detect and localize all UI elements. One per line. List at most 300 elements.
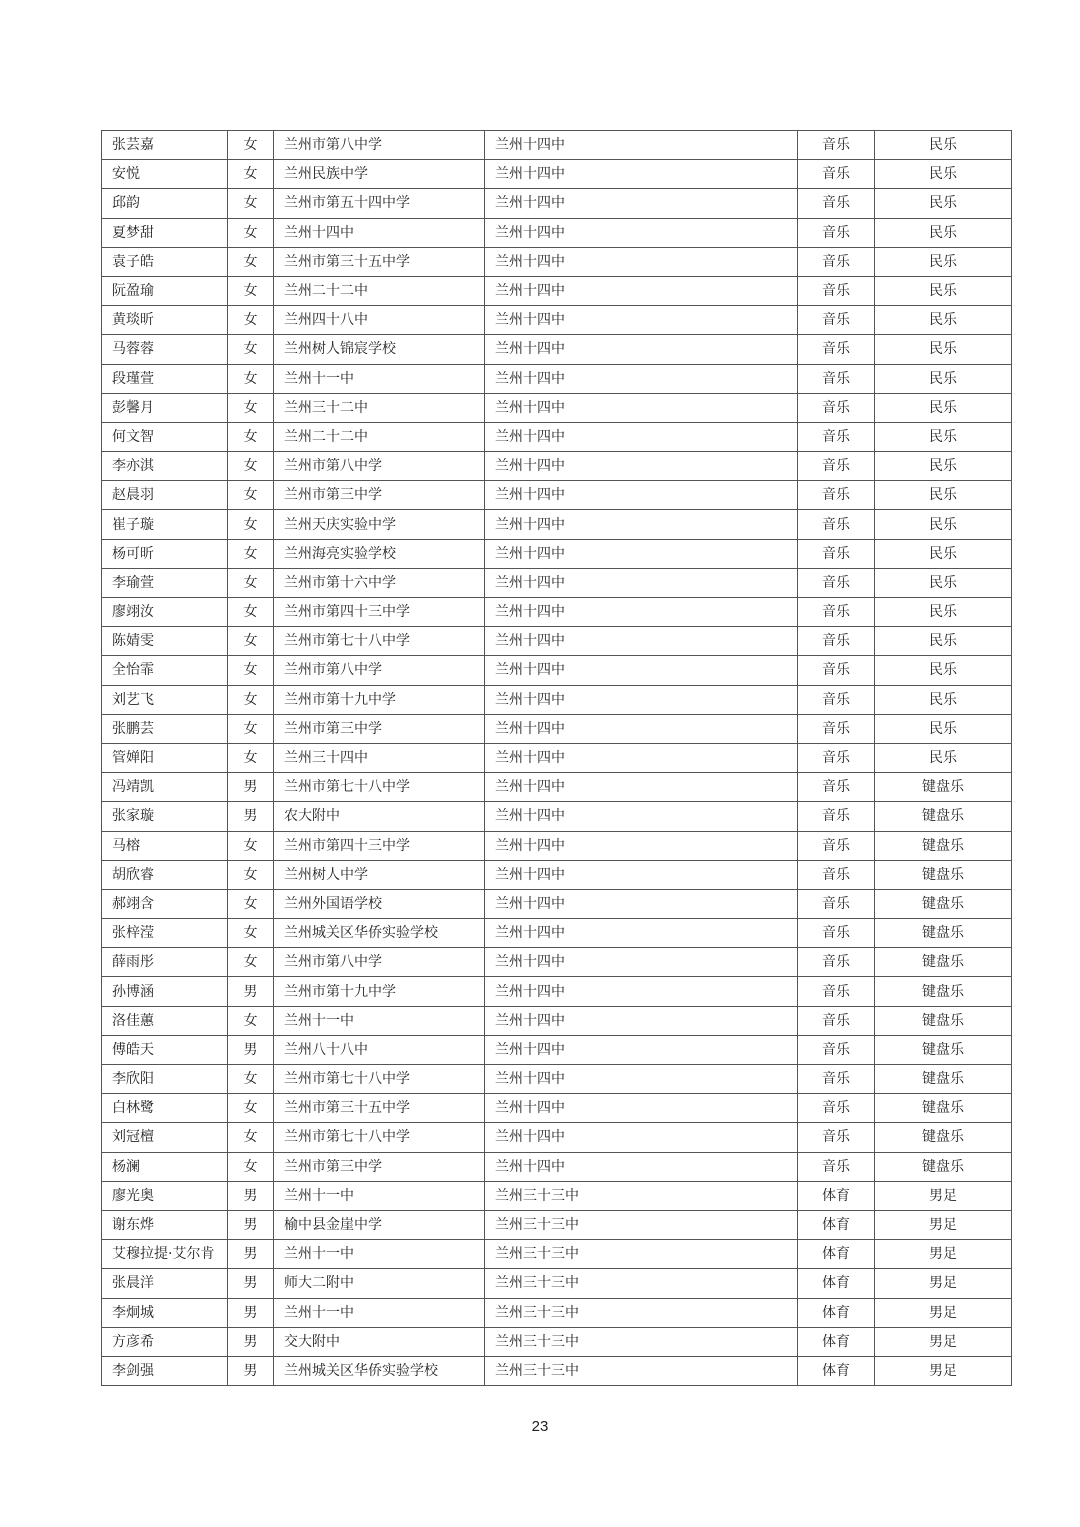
specialty-cell: 男足 <box>875 1327 1012 1356</box>
gender-cell: 女 <box>228 919 274 948</box>
gender-cell: 女 <box>228 481 274 510</box>
name-cell: 廖翊汝 <box>102 598 228 627</box>
specialty-cell: 键盘乐 <box>875 802 1012 831</box>
gender-cell: 女 <box>228 685 274 714</box>
name-cell: 李亦淇 <box>102 452 228 481</box>
subject-cell: 音乐 <box>798 977 875 1006</box>
gender-cell: 男 <box>228 1327 274 1356</box>
subject-cell: 音乐 <box>798 802 875 831</box>
origin-school-cell: 兰州民族中学 <box>274 160 485 189</box>
specialty-cell: 男足 <box>875 1269 1012 1298</box>
table-row <box>102 598 1012 627</box>
target-school-cell: 兰州十四中 <box>485 977 798 1006</box>
table-row <box>102 335 1012 364</box>
gender-cell: 女 <box>228 1152 274 1181</box>
gender-cell: 女 <box>228 510 274 539</box>
table-row <box>102 656 1012 685</box>
name-cell: 陈婧雯 <box>102 627 228 656</box>
name-cell: 马蓉蓉 <box>102 335 228 364</box>
target-school-cell: 兰州十四中 <box>485 685 798 714</box>
origin-school-cell: 兰州市第十九中学 <box>274 977 485 1006</box>
specialty-cell: 键盘乐 <box>875 773 1012 802</box>
target-school-cell: 兰州三十三中 <box>485 1210 798 1239</box>
name-cell: 彭馨月 <box>102 393 228 422</box>
gender-cell: 女 <box>228 393 274 422</box>
origin-school-cell: 兰州市第十九中学 <box>274 685 485 714</box>
gender-cell: 女 <box>228 539 274 568</box>
target-school-cell: 兰州十四中 <box>485 422 798 451</box>
specialty-cell: 民乐 <box>875 189 1012 218</box>
specialty-cell: 键盘乐 <box>875 1006 1012 1035</box>
origin-school-cell: 兰州二十二中 <box>274 276 485 305</box>
target-school-cell: 兰州十四中 <box>485 831 798 860</box>
table-row <box>102 510 1012 539</box>
gender-cell: 女 <box>228 831 274 860</box>
target-school-cell: 兰州十四中 <box>485 306 798 335</box>
gender-cell: 男 <box>228 1298 274 1327</box>
target-school-cell: 兰州十四中 <box>485 452 798 481</box>
table-row <box>102 422 1012 451</box>
gender-cell: 女 <box>228 627 274 656</box>
subject-cell: 音乐 <box>798 1006 875 1035</box>
target-school-cell: 兰州十四中 <box>485 218 798 247</box>
table-row <box>102 889 1012 918</box>
name-cell: 马榕 <box>102 831 228 860</box>
name-cell: 李欣阳 <box>102 1065 228 1094</box>
subject-cell: 音乐 <box>798 422 875 451</box>
target-school-cell: 兰州十四中 <box>485 1123 798 1152</box>
table-row <box>102 247 1012 276</box>
subject-cell: 体育 <box>798 1327 875 1356</box>
specialty-cell: 民乐 <box>875 452 1012 481</box>
gender-cell: 男 <box>228 1210 274 1239</box>
table-row <box>102 218 1012 247</box>
subject-cell: 音乐 <box>798 831 875 860</box>
origin-school-cell: 兰州二十二中 <box>274 422 485 451</box>
name-cell: 谢东烨 <box>102 1210 228 1239</box>
target-school-cell: 兰州十四中 <box>485 1094 798 1123</box>
name-cell: 邱韵 <box>102 189 228 218</box>
specialty-cell: 男足 <box>875 1240 1012 1269</box>
specialty-cell: 民乐 <box>875 247 1012 276</box>
origin-school-cell: 兰州市第三十五中学 <box>274 247 485 276</box>
target-school-cell: 兰州十四中 <box>485 889 798 918</box>
gender-cell: 女 <box>228 131 274 160</box>
subject-cell: 音乐 <box>798 160 875 189</box>
name-cell: 廖光奥 <box>102 1181 228 1210</box>
gender-cell: 女 <box>228 452 274 481</box>
subject-cell: 音乐 <box>798 1152 875 1181</box>
table-row <box>102 1269 1012 1298</box>
subject-cell: 音乐 <box>798 773 875 802</box>
origin-school-cell: 农大附中 <box>274 802 485 831</box>
subject-cell: 音乐 <box>798 1123 875 1152</box>
subject-cell: 音乐 <box>798 364 875 393</box>
table-row <box>102 802 1012 831</box>
name-cell: 李炯城 <box>102 1298 228 1327</box>
table-row <box>102 860 1012 889</box>
origin-school-cell: 兰州市第四十三中学 <box>274 598 485 627</box>
gender-cell: 女 <box>228 1094 274 1123</box>
subject-cell: 音乐 <box>798 510 875 539</box>
gender-cell: 女 <box>228 306 274 335</box>
origin-school-cell: 兰州树人锦宸学校 <box>274 335 485 364</box>
subject-cell: 音乐 <box>798 889 875 918</box>
specialty-cell: 民乐 <box>875 364 1012 393</box>
target-school-cell: 兰州三十三中 <box>485 1181 798 1210</box>
table-row <box>102 1327 1012 1356</box>
table-row <box>102 743 1012 772</box>
target-school-cell: 兰州十四中 <box>485 598 798 627</box>
gender-cell: 女 <box>228 422 274 451</box>
table-row <box>102 1035 1012 1064</box>
origin-school-cell: 兰州十一中 <box>274 1006 485 1035</box>
subject-cell: 体育 <box>798 1356 875 1385</box>
gender-cell: 男 <box>228 1181 274 1210</box>
origin-school-cell: 兰州树人中学 <box>274 860 485 889</box>
specialty-cell: 民乐 <box>875 685 1012 714</box>
table-row <box>102 481 1012 510</box>
target-school-cell: 兰州十四中 <box>485 948 798 977</box>
gender-cell: 女 <box>228 1065 274 1094</box>
target-school-cell: 兰州十四中 <box>485 539 798 568</box>
name-cell: 安悦 <box>102 160 228 189</box>
name-cell: 杨可昕 <box>102 539 228 568</box>
target-school-cell: 兰州十四中 <box>485 627 798 656</box>
name-cell: 傅皓天 <box>102 1035 228 1064</box>
gender-cell: 男 <box>228 1269 274 1298</box>
target-school-cell: 兰州十四中 <box>485 189 798 218</box>
table-row <box>102 364 1012 393</box>
name-cell: 郝翊含 <box>102 889 228 918</box>
name-cell: 张鹏芸 <box>102 714 228 743</box>
gender-cell: 女 <box>228 860 274 889</box>
specialty-cell: 键盘乐 <box>875 919 1012 948</box>
table-row <box>102 189 1012 218</box>
subject-cell: 音乐 <box>798 452 875 481</box>
gender-cell: 男 <box>228 802 274 831</box>
table-row <box>102 452 1012 481</box>
specialty-cell: 民乐 <box>875 160 1012 189</box>
target-school-cell: 兰州十四中 <box>485 860 798 889</box>
target-school-cell: 兰州三十三中 <box>485 1356 798 1385</box>
target-school-cell: 兰州十四中 <box>485 131 798 160</box>
origin-school-cell: 兰州市第三中学 <box>274 481 485 510</box>
subject-cell: 音乐 <box>798 481 875 510</box>
name-cell: 张芸嘉 <box>102 131 228 160</box>
name-cell: 赵晨羽 <box>102 481 228 510</box>
subject-cell: 音乐 <box>798 189 875 218</box>
subject-cell: 音乐 <box>798 714 875 743</box>
origin-school-cell: 兰州市第三十五中学 <box>274 1094 485 1123</box>
origin-school-cell: 兰州市第七十八中学 <box>274 627 485 656</box>
specialty-cell: 键盘乐 <box>875 977 1012 1006</box>
table-row <box>102 773 1012 802</box>
specialty-cell: 男足 <box>875 1181 1012 1210</box>
specialty-cell: 民乐 <box>875 539 1012 568</box>
subject-cell: 音乐 <box>798 335 875 364</box>
table-row <box>102 539 1012 568</box>
subject-cell: 音乐 <box>798 306 875 335</box>
subject-cell: 音乐 <box>798 218 875 247</box>
target-school-cell: 兰州十四中 <box>485 247 798 276</box>
origin-school-cell: 兰州十一中 <box>274 1181 485 1210</box>
subject-cell: 音乐 <box>798 860 875 889</box>
name-cell: 冯靖凯 <box>102 773 228 802</box>
name-cell: 白林鹭 <box>102 1094 228 1123</box>
name-cell: 全怡霏 <box>102 656 228 685</box>
target-school-cell: 兰州十四中 <box>485 1035 798 1064</box>
name-cell: 崔子璇 <box>102 510 228 539</box>
specialty-cell: 民乐 <box>875 598 1012 627</box>
specialty-cell: 男足 <box>875 1356 1012 1385</box>
subject-cell: 体育 <box>798 1269 875 1298</box>
target-school-cell: 兰州十四中 <box>485 919 798 948</box>
target-school-cell: 兰州三十三中 <box>485 1240 798 1269</box>
name-cell: 袁子皓 <box>102 247 228 276</box>
student-table <box>101 130 1012 1386</box>
specialty-cell: 键盘乐 <box>875 1123 1012 1152</box>
target-school-cell: 兰州十四中 <box>485 364 798 393</box>
origin-school-cell: 兰州十四中 <box>274 218 485 247</box>
specialty-cell: 民乐 <box>875 422 1012 451</box>
origin-school-cell: 兰州城关区华侨实验学校 <box>274 1356 485 1385</box>
origin-school-cell: 交大附中 <box>274 1327 485 1356</box>
specialty-cell: 民乐 <box>875 335 1012 364</box>
origin-school-cell: 兰州市第五十四中学 <box>274 189 485 218</box>
gender-cell: 女 <box>228 889 274 918</box>
subject-cell: 音乐 <box>798 1035 875 1064</box>
target-school-cell: 兰州十四中 <box>485 160 798 189</box>
name-cell: 何文智 <box>102 422 228 451</box>
origin-school-cell: 兰州十一中 <box>274 1298 485 1327</box>
gender-cell: 女 <box>228 160 274 189</box>
table-row <box>102 131 1012 160</box>
gender-cell: 女 <box>228 276 274 305</box>
table-row <box>102 1006 1012 1035</box>
origin-school-cell: 兰州外国语学校 <box>274 889 485 918</box>
name-cell: 薛雨彤 <box>102 948 228 977</box>
subject-cell: 音乐 <box>798 948 875 977</box>
gender-cell: 女 <box>228 1123 274 1152</box>
subject-cell: 音乐 <box>798 568 875 597</box>
origin-school-cell: 兰州三十四中 <box>274 743 485 772</box>
origin-school-cell: 兰州城关区华侨实验学校 <box>274 919 485 948</box>
target-school-cell: 兰州十四中 <box>485 510 798 539</box>
subject-cell: 体育 <box>798 1210 875 1239</box>
gender-cell: 女 <box>228 743 274 772</box>
target-school-cell: 兰州十四中 <box>485 773 798 802</box>
subject-cell: 音乐 <box>798 598 875 627</box>
table-row <box>102 831 1012 860</box>
gender-cell: 女 <box>228 598 274 627</box>
origin-school-cell: 兰州市第八中学 <box>274 452 485 481</box>
gender-cell: 女 <box>228 656 274 685</box>
table-row <box>102 1094 1012 1123</box>
origin-school-cell: 师大二附中 <box>274 1269 485 1298</box>
gender-cell: 男 <box>228 1356 274 1385</box>
name-cell: 孙博涵 <box>102 977 228 1006</box>
gender-cell: 女 <box>228 189 274 218</box>
origin-school-cell: 兰州八十八中 <box>274 1035 485 1064</box>
specialty-cell: 键盘乐 <box>875 1035 1012 1064</box>
specialty-cell: 民乐 <box>875 393 1012 422</box>
origin-school-cell: 兰州市第八中学 <box>274 948 485 977</box>
table-row <box>102 1356 1012 1385</box>
specialty-cell: 键盘乐 <box>875 1152 1012 1181</box>
subject-cell: 体育 <box>798 1181 875 1210</box>
name-cell: 胡欣睿 <box>102 860 228 889</box>
target-school-cell: 兰州十四中 <box>485 714 798 743</box>
table-row <box>102 685 1012 714</box>
table-row <box>102 1065 1012 1094</box>
target-school-cell: 兰州十四中 <box>485 1065 798 1094</box>
target-school-cell: 兰州十四中 <box>485 1152 798 1181</box>
origin-school-cell: 兰州市第三中学 <box>274 714 485 743</box>
specialty-cell: 民乐 <box>875 131 1012 160</box>
origin-school-cell: 兰州市第四十三中学 <box>274 831 485 860</box>
origin-school-cell: 兰州市第十六中学 <box>274 568 485 597</box>
subject-cell: 音乐 <box>798 131 875 160</box>
gender-cell: 男 <box>228 1035 274 1064</box>
gender-cell: 女 <box>228 335 274 364</box>
specialty-cell: 民乐 <box>875 481 1012 510</box>
name-cell: 刘冠檀 <box>102 1123 228 1152</box>
name-cell: 刘艺飞 <box>102 685 228 714</box>
origin-school-cell: 兰州十一中 <box>274 364 485 393</box>
table-row <box>102 1210 1012 1239</box>
specialty-cell: 民乐 <box>875 306 1012 335</box>
name-cell: 李瑜萱 <box>102 568 228 597</box>
table-row <box>102 306 1012 335</box>
name-cell: 段瑾萱 <box>102 364 228 393</box>
table-row <box>102 1181 1012 1210</box>
name-cell: 张家璇 <box>102 802 228 831</box>
origin-school-cell: 榆中县金崖中学 <box>274 1210 485 1239</box>
table-row <box>102 948 1012 977</box>
table-row <box>102 1240 1012 1269</box>
page-number: 23 <box>531 1418 549 1435</box>
subject-cell: 音乐 <box>798 1065 875 1094</box>
table-row <box>102 714 1012 743</box>
name-cell: 李剑强 <box>102 1356 228 1385</box>
specialty-cell: 民乐 <box>875 714 1012 743</box>
name-cell: 艾穆拉提·艾尔肯 <box>102 1240 228 1269</box>
table-row <box>102 1123 1012 1152</box>
name-cell: 方彦希 <box>102 1327 228 1356</box>
subject-cell: 音乐 <box>798 247 875 276</box>
specialty-cell: 民乐 <box>875 568 1012 597</box>
gender-cell: 女 <box>228 714 274 743</box>
specialty-cell: 键盘乐 <box>875 1094 1012 1123</box>
target-school-cell: 兰州三十三中 <box>485 1269 798 1298</box>
subject-cell: 体育 <box>798 1298 875 1327</box>
gender-cell: 男 <box>228 977 274 1006</box>
specialty-cell: 民乐 <box>875 627 1012 656</box>
target-school-cell: 兰州三十三中 <box>485 1327 798 1356</box>
origin-school-cell: 兰州天庆实验中学 <box>274 510 485 539</box>
specialty-cell: 民乐 <box>875 276 1012 305</box>
subject-cell: 音乐 <box>798 1094 875 1123</box>
specialty-cell: 键盘乐 <box>875 948 1012 977</box>
origin-school-cell: 兰州市第七十八中学 <box>274 773 485 802</box>
specialty-cell: 男足 <box>875 1210 1012 1239</box>
specialty-cell: 男足 <box>875 1298 1012 1327</box>
specialty-cell: 键盘乐 <box>875 1065 1012 1094</box>
target-school-cell: 兰州十四中 <box>485 481 798 510</box>
subject-cell: 音乐 <box>798 656 875 685</box>
name-cell: 张晨洋 <box>102 1269 228 1298</box>
table-row <box>102 568 1012 597</box>
gender-cell: 女 <box>228 218 274 247</box>
specialty-cell: 民乐 <box>875 218 1012 247</box>
origin-school-cell: 兰州四十八中 <box>274 306 485 335</box>
subject-cell: 音乐 <box>798 276 875 305</box>
origin-school-cell: 兰州市第八中学 <box>274 131 485 160</box>
gender-cell: 男 <box>228 773 274 802</box>
table-row <box>102 627 1012 656</box>
target-school-cell: 兰州十四中 <box>485 276 798 305</box>
subject-cell: 音乐 <box>798 685 875 714</box>
origin-school-cell: 兰州十一中 <box>274 1240 485 1269</box>
gender-cell: 女 <box>228 1006 274 1035</box>
table-body <box>102 131 1012 1386</box>
specialty-cell: 民乐 <box>875 743 1012 772</box>
origin-school-cell: 兰州市第七十八中学 <box>274 1123 485 1152</box>
name-cell: 杨澜 <box>102 1152 228 1181</box>
subject-cell: 音乐 <box>798 539 875 568</box>
specialty-cell: 键盘乐 <box>875 860 1012 889</box>
name-cell: 阮盈瑜 <box>102 276 228 305</box>
gender-cell: 女 <box>228 568 274 597</box>
target-school-cell: 兰州十四中 <box>485 802 798 831</box>
origin-school-cell: 兰州三十二中 <box>274 393 485 422</box>
gender-cell: 女 <box>228 247 274 276</box>
gender-cell: 男 <box>228 1240 274 1269</box>
target-school-cell: 兰州十四中 <box>485 743 798 772</box>
table-row <box>102 977 1012 1006</box>
table-row <box>102 1152 1012 1181</box>
specialty-cell: 键盘乐 <box>875 831 1012 860</box>
table-row <box>102 393 1012 422</box>
name-cell: 管婵阳 <box>102 743 228 772</box>
target-school-cell: 兰州十四中 <box>485 393 798 422</box>
specialty-cell: 民乐 <box>875 656 1012 685</box>
name-cell: 洛佳蕙 <box>102 1006 228 1035</box>
target-school-cell: 兰州三十三中 <box>485 1298 798 1327</box>
gender-cell: 女 <box>228 364 274 393</box>
name-cell: 夏梦甜 <box>102 218 228 247</box>
name-cell: 张梓滢 <box>102 919 228 948</box>
subject-cell: 体育 <box>798 1240 875 1269</box>
subject-cell: 音乐 <box>798 627 875 656</box>
table-row <box>102 919 1012 948</box>
table-row <box>102 160 1012 189</box>
subject-cell: 音乐 <box>798 393 875 422</box>
table-row <box>102 276 1012 305</box>
target-school-cell: 兰州十四中 <box>485 335 798 364</box>
subject-cell: 音乐 <box>798 743 875 772</box>
target-school-cell: 兰州十四中 <box>485 568 798 597</box>
origin-school-cell: 兰州海亮实验学校 <box>274 539 485 568</box>
table-row <box>102 1298 1012 1327</box>
target-school-cell: 兰州十四中 <box>485 1006 798 1035</box>
subject-cell: 音乐 <box>798 919 875 948</box>
target-school-cell: 兰州十四中 <box>485 656 798 685</box>
origin-school-cell: 兰州市第三中学 <box>274 1152 485 1181</box>
origin-school-cell: 兰州市第八中学 <box>274 656 485 685</box>
origin-school-cell: 兰州市第七十八中学 <box>274 1065 485 1094</box>
